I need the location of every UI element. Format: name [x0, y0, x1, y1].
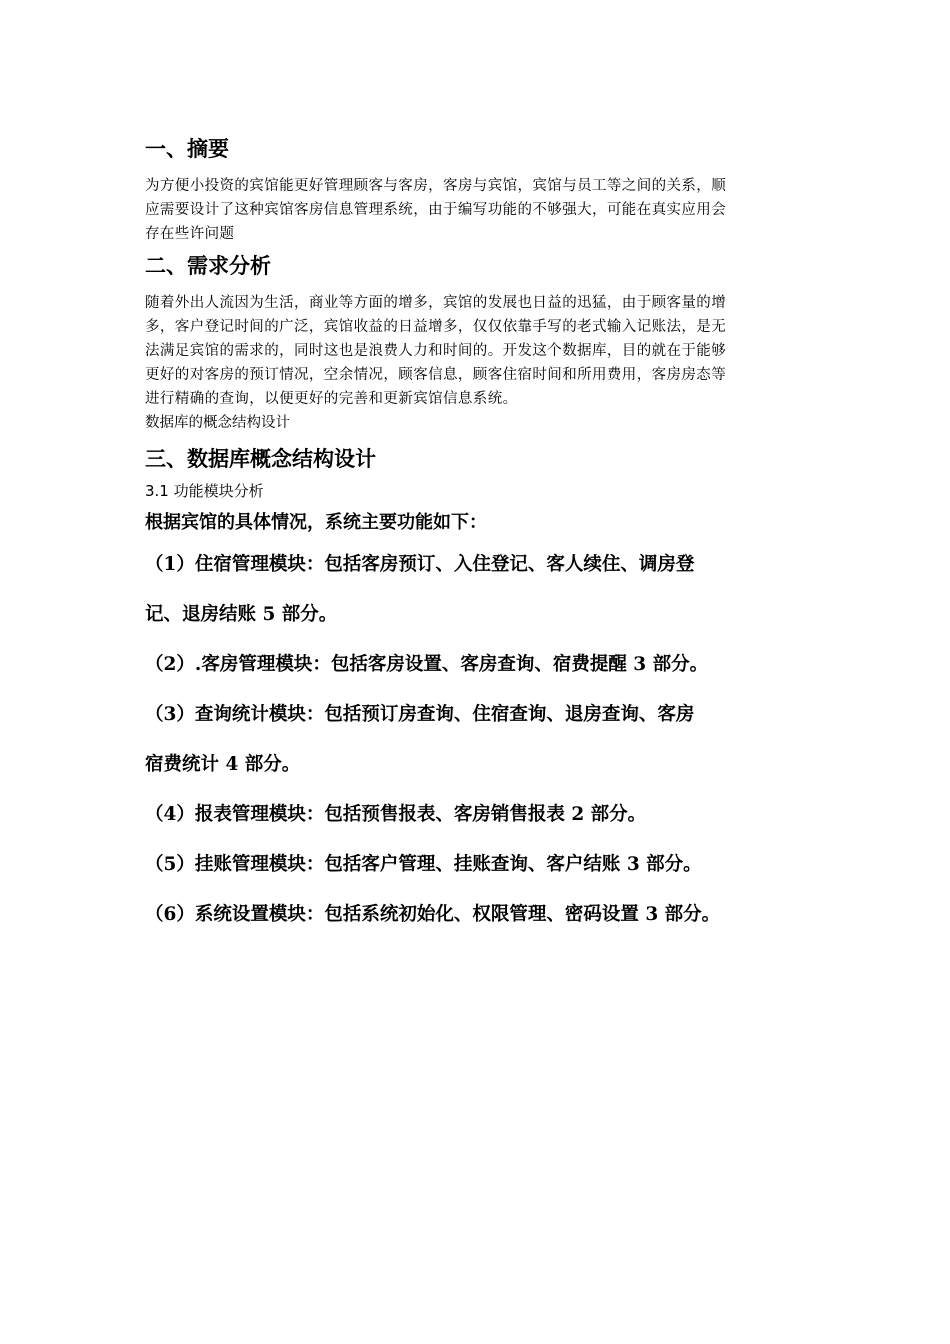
modules-lead: 根据宾馆的具体情况，系统主要功能如下：: [145, 512, 487, 533]
subheading-module-analysis: 3.1 功能模块分析: [145, 482, 264, 500]
requirements-line-5: 进行精确的查询，以便更好的完善和更新宾馆信息系统。: [145, 391, 518, 407]
requirements-line-1: 随着外出人流因为生活，商业等方面的增多，宾馆的发展也日益的迅猛，由于顾客量的增: [145, 295, 727, 311]
requirements-line-4: 更好的对客房的预订情况，空余情况，顾客信息，顾客住宿时间和所用费用，客房房态等: [145, 367, 727, 383]
module-item-3a: （3）查询统计模块：包括预订房查询、住宿查询、退房查询、客房: [145, 704, 695, 725]
requirements-line-3: 法满足宾馆的需求的，同时这也是浪费人力和时间的。开发这个数据库，目的就在于能够: [145, 343, 727, 359]
document-body: [145, 133, 825, 940]
module-item-3b: 宿费统计 4 部分。: [145, 754, 301, 775]
abstract-line-2: 应需要设计了这种宾馆客房信息管理系统，由于编写功能的不够强大，可能在真实应用会: [145, 202, 727, 218]
module-item-6: （6）系统设置模块：包括系统初始化、权限管理、密码设置 3 部分。: [145, 904, 721, 925]
module-item-2: （2）.客房管理模块：包括客房设置、客房查询、宿费提醒 3 部分。: [145, 654, 709, 675]
module-item-1b: 记、退房结账 5 部分。: [145, 604, 338, 625]
heading-abstract: 一、摘要: [145, 137, 229, 161]
module-item-4: （4）报表管理模块：包括预售报表、客房销售报表 2 部分。: [145, 804, 647, 825]
abstract-line-3: 存在些许问题: [145, 226, 235, 242]
abstract-line-1: 为方便小投资的宾馆能更好管理顾客与客房，客房与宾馆，宾馆与员工等之间的关系，顺: [145, 178, 727, 194]
heading-db-design: 三、数据库概念结构设计: [145, 447, 376, 471]
heading-requirements: 二、需求分析: [145, 254, 271, 278]
module-item-1a: （1）住宿管理模块：包括客房预订、入住登记、客人续住、调房登: [145, 554, 695, 575]
module-item-5: （5）挂账管理模块：包括客户管理、挂账查询、客户结账 3 部分。: [145, 854, 702, 875]
requirements-extra: 数据库的概念结构设计: [145, 415, 290, 431]
requirements-line-2: 多，客户登记时间的广泛，宾馆收益的日益增多，仅仅依靠手写的老式输入记账法，是无: [145, 319, 727, 335]
